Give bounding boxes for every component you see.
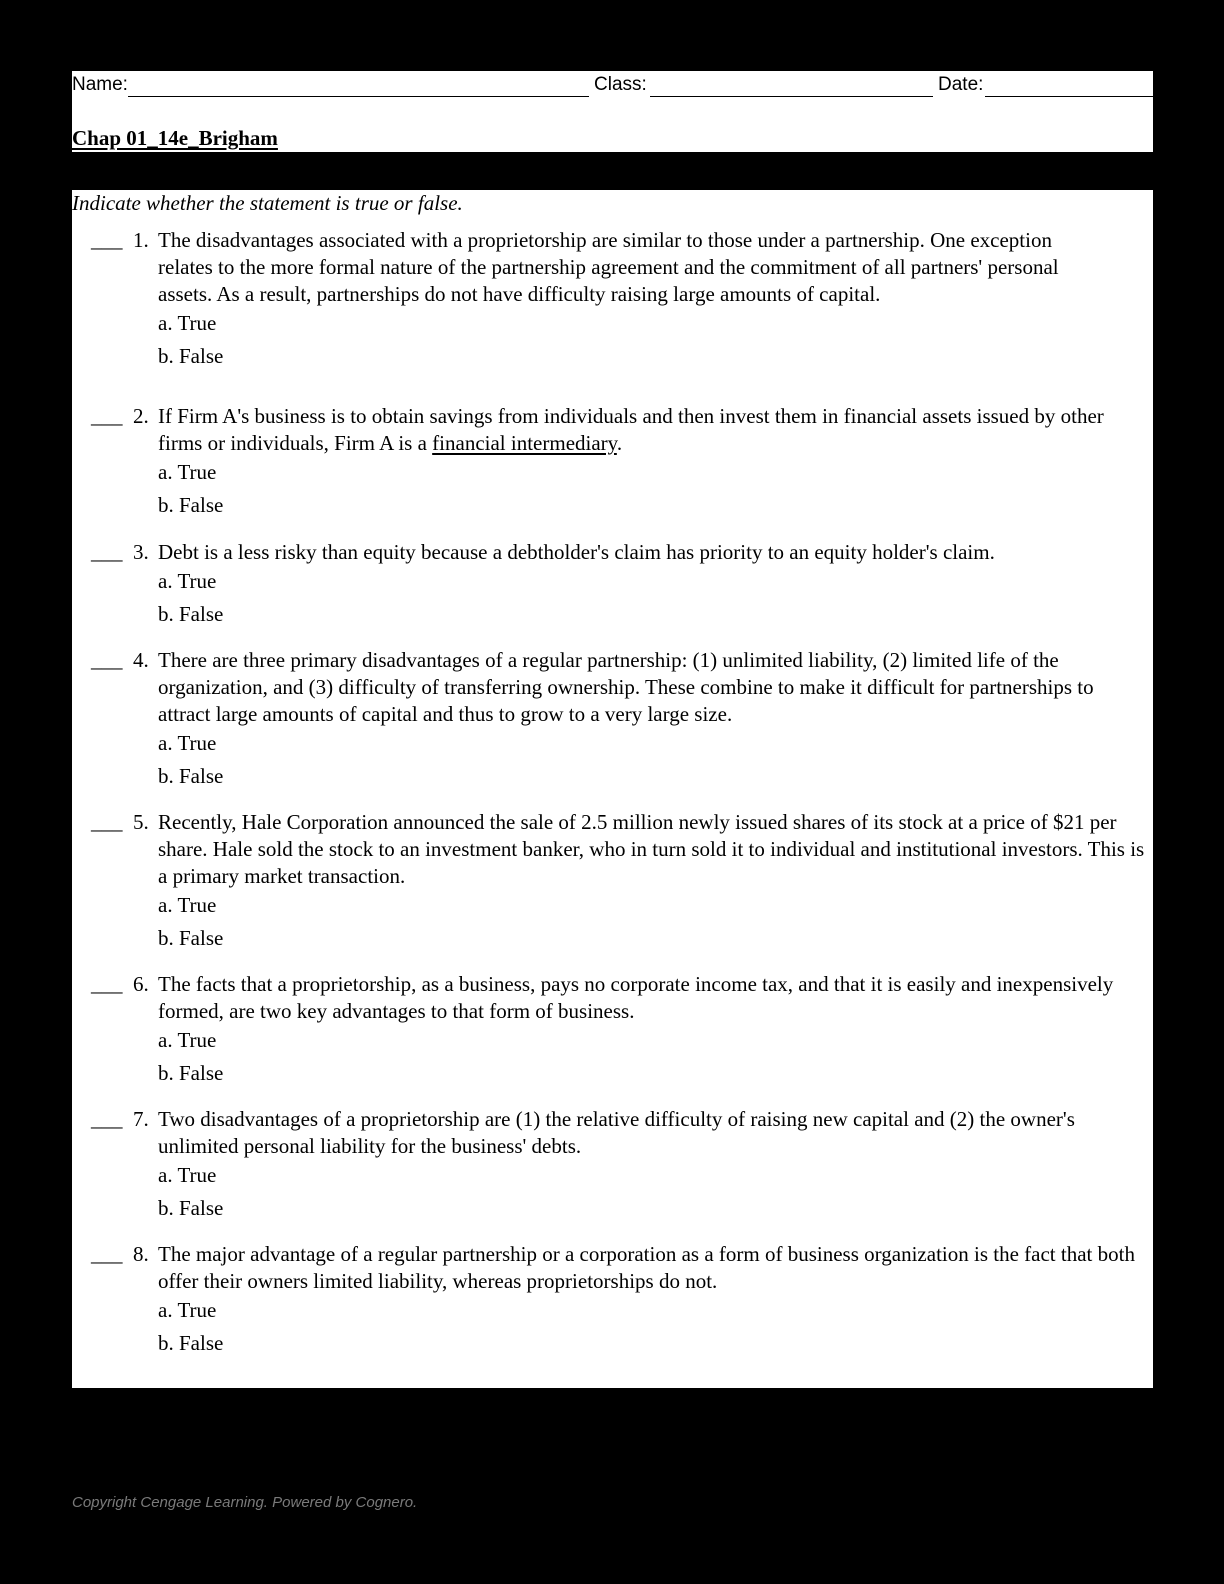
question-text: The facts that a proprietorship, as a business, pays no corporate income tax, and that it is easily and inexpensively formed, are two key advantages to that form of business. <box>158 972 1114 1023</box>
question-6 <box>72 971 1153 1085</box>
choice-true: a. True <box>158 1028 217 1052</box>
question-text: There are three primary disadvantages of a regular partnership: (1) unlimited liability, (2) limited life of the organization, and (3) difficulty of transferring ownership. These combine to make it difficult for partnerships to attract large amounts of capital and thus to grow to a very large size. <box>158 648 1094 726</box>
questions-section <box>72 190 1153 1388</box>
question-4 <box>72 647 1153 788</box>
question-3 <box>72 539 1153 626</box>
answer-blank[interactable]: ___ <box>91 228 123 252</box>
question-text: Two disadvantages of a proprietorship are (1) the relative difficulty of raising new capital and (2) the owner's unlimited personal liability for the business' debts. <box>158 1107 1075 1158</box>
choice-true: a. True <box>158 731 217 755</box>
choice-false: b. False <box>158 926 224 950</box>
answer-blank[interactable]: ___ <box>91 404 123 428</box>
choice-true: a. True <box>158 311 217 335</box>
question-8 <box>72 1241 1153 1355</box>
answer-blank[interactable]: ___ <box>91 810 123 834</box>
question-number: 6. <box>133 972 149 996</box>
document-title: Chap 01_14e_Brigham <box>72 126 278 150</box>
question-5 <box>72 809 1153 950</box>
choice-true: a. True <box>158 1298 217 1322</box>
answer-blank[interactable]: ___ <box>91 648 123 672</box>
question-number: 4. <box>133 648 149 672</box>
answer-blank[interactable]: ___ <box>91 540 123 564</box>
question-number: 5. <box>133 810 149 834</box>
underlined-term: financial intermediary <box>432 431 617 455</box>
question-1 <box>72 227 1153 368</box>
answer-blank[interactable]: ___ <box>91 972 123 996</box>
date-field[interactable] <box>985 96 1153 97</box>
choice-true: a. True <box>158 893 217 917</box>
question-text-end: . <box>616 431 623 455</box>
instructions-text: Indicate whether the statement is true or false. <box>72 191 463 215</box>
class-field[interactable] <box>650 96 933 97</box>
header-section <box>72 71 1153 152</box>
choice-false: b. False <box>158 1196 224 1220</box>
answer-blank[interactable]: ___ <box>91 1107 123 1131</box>
copyright-footer: Copyright Cengage Learning. Powered by Cognero. <box>72 1494 418 1511</box>
question-text: Debt is a less risky than equity because a debtholder's claim has priority to an equity holder's claim. <box>158 540 995 564</box>
question-text-part: If Firm A's business is to obtain savings from individuals and then invest them in financial assets issued by other firms or individuals, Firm A is a <box>158 404 1104 455</box>
choice-false: b. False <box>158 493 224 517</box>
question-2 <box>72 403 1153 517</box>
choice-false: b. False <box>158 1061 224 1085</box>
name-field[interactable] <box>128 96 589 97</box>
question-text: The major advantage of a regular partnership or a corporation as a form of business organization is the fact that both offer their owners limited liability, whereas proprietorships do not. <box>158 1242 1135 1293</box>
answer-blank[interactable]: ___ <box>91 1242 123 1266</box>
choice-true: a. True <box>158 569 217 593</box>
choice-false: b. False <box>158 602 224 626</box>
choice-false: b. False <box>158 764 224 788</box>
name-label: Name: <box>72 74 128 95</box>
question-text: The disadvantages associated with a proprietorship are similar to those under a partnership. One exception relates to the more formal nature of the partnership agreement and the commitment of all partners' personal assets. As a result, partnerships do not have difficulty raising large amounts of capital. <box>158 228 1059 306</box>
choice-true: a. True <box>158 460 217 484</box>
choice-false: b. False <box>158 344 224 368</box>
question-7 <box>72 1106 1153 1220</box>
question-number: 7. <box>133 1107 149 1131</box>
question-text <box>158 403 1133 457</box>
question-number: 8. <box>133 1242 149 1266</box>
question-text: Recently, Hale Corporation announced the sale of 2.5 million newly issued shares of its stock at a price of $21 per share. Hale sold the stock to an investment banker, who in turn sold it to individual and institutional investors. This is a primary market transaction. <box>158 810 1145 888</box>
choice-false: b. False <box>158 1331 224 1355</box>
question-number: 1. <box>133 228 149 252</box>
question-number: 3. <box>133 540 149 564</box>
class-label: Class: <box>594 74 647 95</box>
date-label: Date: <box>938 74 984 95</box>
question-number: 2. <box>133 404 149 428</box>
choice-true: a. True <box>158 1163 217 1187</box>
